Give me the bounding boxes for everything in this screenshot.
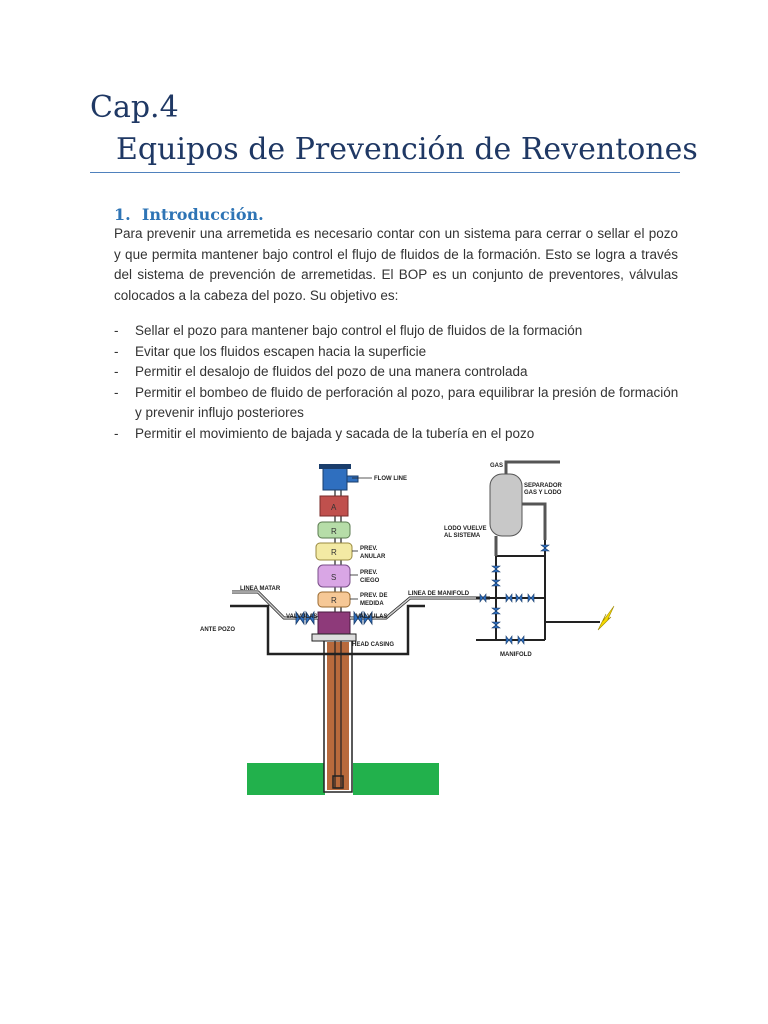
manifold-valves bbox=[480, 545, 549, 644]
list-item-text: Evitar que los fluidos escapen hacia la superficie bbox=[135, 343, 427, 359]
label-lodo-vuelve-1: LODO VUELVE bbox=[444, 526, 487, 532]
label-separador-2: GAS Y LODO bbox=[524, 490, 562, 496]
block-label-s: S bbox=[331, 573, 337, 582]
label-valvulas-right: VALVULAS bbox=[356, 614, 388, 620]
block-label-r3: R bbox=[331, 596, 337, 605]
label-gas: GAS bbox=[490, 463, 504, 469]
page-title: Equipos de Prevención de Reventones bbox=[116, 132, 698, 167]
ground-left bbox=[247, 763, 325, 795]
flow-line-pipe bbox=[347, 476, 358, 482]
section-number: 1. bbox=[114, 205, 131, 224]
label-head-casing: HEAD CASING bbox=[352, 642, 395, 648]
bullet-marker: - bbox=[114, 343, 119, 359]
label-manifold: MANIFOLD bbox=[500, 652, 532, 658]
list-item-text: Sellar el pozo para mantener bajo control el flujo de fluidos de la formación bbox=[135, 323, 583, 338]
flare-icon bbox=[598, 606, 614, 630]
list-item-text: Permitir el bombeo de fluido de perforación al pozo, para equilibrar la presión de formación y prevenir influjo posteriores bbox=[135, 384, 679, 420]
label-prev-anular-1: PREV. bbox=[360, 546, 378, 552]
bullet-marker: - bbox=[114, 425, 119, 441]
block-label-r1: R bbox=[331, 527, 337, 536]
list-item-text: Permitir el desalojo de fluidos del pozo de una manera controlada bbox=[135, 364, 528, 379]
label-prev-ciego-1: PREV. bbox=[360, 570, 378, 576]
separator-return-line bbox=[522, 504, 545, 540]
label-linea-matar: LINEA MATAR bbox=[240, 586, 281, 592]
label-prev-anular-2: ANULAR bbox=[360, 554, 386, 560]
label-prev-medida-1: PREV. DE bbox=[360, 593, 388, 599]
intro-paragraph: Para prevenir una arremetida es necesario contar con un sistema para cerrar o sellar el pozo y que permita mantener bajo control el flujo de fluidos de la formación. Esto se logra a través del sistema de prevención de arremetidas. El BOP es un conjunto de preventores, válvulas colocados a la cabeza del pozo. Su objetivo es: bbox=[114, 226, 678, 303]
casing-pipe bbox=[327, 642, 349, 790]
label-prev-ciego-2: CIEGO bbox=[360, 578, 380, 584]
label-prev-medida-2: MEDIDA bbox=[360, 601, 384, 607]
section-title: Introducción. bbox=[141, 205, 264, 224]
label-separador-1: SEPARADOR bbox=[524, 483, 562, 489]
bullet-marker: - bbox=[114, 364, 119, 379]
drilling-spool bbox=[318, 612, 350, 634]
label-ante-pozo: ANTE POZO bbox=[200, 627, 236, 633]
casing-head bbox=[312, 634, 356, 641]
gas-separator bbox=[490, 474, 522, 536]
flow-line-flange bbox=[319, 464, 351, 469]
label-lodo-vuelve-2: AL SISTEMA bbox=[444, 533, 481, 539]
chapter-number: Cap.4 bbox=[90, 90, 179, 125]
flow-line-head bbox=[323, 466, 347, 490]
block-label-r2: R bbox=[331, 548, 337, 557]
label-flow-line: FLOW LINE bbox=[374, 476, 407, 482]
bullet-marker: - bbox=[114, 323, 119, 338]
block-label-a: A bbox=[331, 503, 337, 512]
ground-right bbox=[353, 763, 439, 795]
list-item-text: Permitir el movimiento de bajada y sacada de la tubería en el pozo bbox=[135, 425, 535, 441]
bullet-marker: - bbox=[114, 384, 119, 400]
gas-vent-line bbox=[506, 462, 560, 474]
label-valvulas-left: VALVULAS bbox=[286, 614, 318, 620]
label-linea-manifold: LINEA DE MANIFOLD bbox=[408, 591, 470, 597]
manifold bbox=[476, 540, 590, 640]
